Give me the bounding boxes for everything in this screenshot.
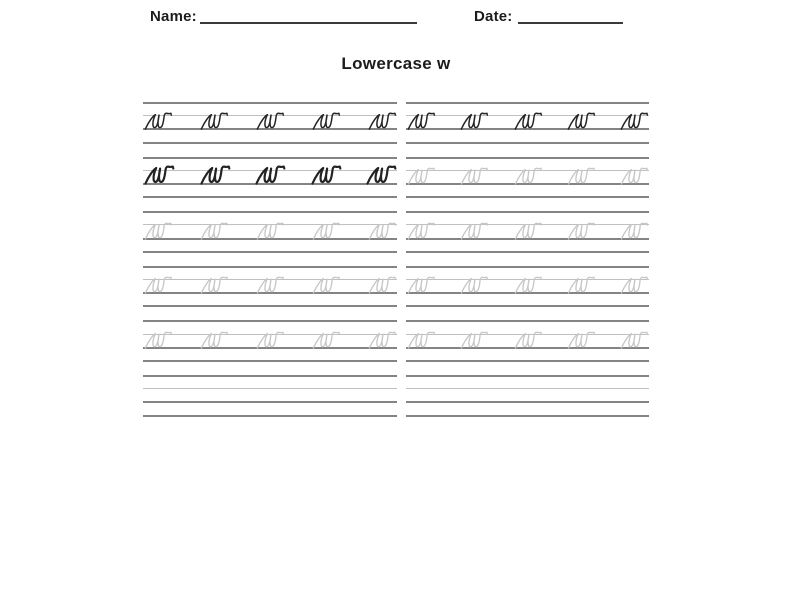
cursive-w-glyph [144,273,172,295]
cursive-w-glyph [514,164,542,186]
cursive-w-glyph [144,162,174,186]
rule-top-line [406,266,649,268]
rule-top-line [143,320,397,322]
practice-row [143,375,397,417]
rule-top-line [406,320,649,322]
cursive-w-glyph [620,219,648,241]
rule-top-line [143,375,397,377]
cursive-w-glyph [567,109,595,131]
cursive-w-glyph [144,109,172,131]
rule-descender-line [143,251,397,253]
rule-top-line [143,211,397,213]
date-label: Date: [474,8,513,25]
cursive-w-glyph [368,273,396,295]
name-blank-line [200,22,417,24]
cursive-w-glyph [144,328,172,350]
cursive-w-glyph [256,273,284,295]
cursive-w-glyph [256,109,284,131]
cursive-w-glyph [312,328,340,350]
cursive-w-glyph [256,328,284,350]
rule-mid-line [406,388,649,389]
worksheet-title: Lowercase w [341,54,451,73]
rule-descender-line [406,305,649,307]
cursive-w-glyph [460,273,488,295]
cursive-w-glyph [460,328,488,350]
name-label: Name: [150,8,197,25]
cursive-w-glyph [460,109,488,131]
cursive-w-glyph [368,109,396,131]
rule-base-line [406,401,649,403]
cursive-w-glyph [407,328,435,350]
cursive-w-glyph [200,273,228,295]
cursive-w-glyph [144,219,172,241]
cursive-w-glyph [368,219,396,241]
cursive-w-glyph [514,219,542,241]
practice-row [406,102,649,144]
cursive-w-glyph [620,109,648,131]
practice-row [406,320,649,362]
practice-row [143,320,397,362]
cursive-w-glyph [256,219,284,241]
cursive-w-glyph [514,273,542,295]
practice-row [143,157,397,199]
cursive-w-glyph [407,273,435,295]
cursive-w-glyph [460,164,488,186]
cursive-w-glyph [407,164,435,186]
rule-top-line [406,375,649,377]
rule-descender-line [406,142,649,144]
practice-row [143,266,397,308]
practice-row [406,211,649,253]
cursive-w-glyph [514,328,542,350]
rule-descender-line [143,196,397,198]
rule-mid-line [143,388,397,389]
practice-row [406,375,649,417]
rule-descender-line [406,360,649,362]
rule-top-line [143,266,397,268]
rule-top-line [143,157,397,159]
date-blank-line [518,22,623,24]
practice-row [143,102,397,144]
cursive-w-glyph [312,219,340,241]
rule-descender-line [406,415,649,417]
rule-top-line [406,157,649,159]
rule-top-line [143,102,397,104]
rule-top-line [406,211,649,213]
rule-descender-line [143,415,397,417]
cursive-w-glyph [200,109,228,131]
practice-row [406,157,649,199]
cursive-w-glyph [514,109,542,131]
cursive-w-glyph [407,219,435,241]
cursive-w-glyph [200,162,230,186]
rule-descender-line [143,142,397,144]
practice-row [406,266,649,308]
cursive-w-glyph [460,219,488,241]
cursive-w-glyph [312,273,340,295]
cursive-w-glyph [200,328,228,350]
practice-row [143,211,397,253]
cursive-w-glyph [311,162,341,186]
cursive-w-glyph [407,109,435,131]
cursive-w-glyph [567,328,595,350]
cursive-w-glyph [368,328,396,350]
cursive-w-glyph [255,162,285,186]
cursive-w-glyph [567,164,595,186]
rule-descender-line [143,360,397,362]
rule-descender-line [406,196,649,198]
rule-descender-line [406,251,649,253]
cursive-w-glyph [200,219,228,241]
rule-base-line [143,401,397,403]
cursive-w-glyph [620,164,648,186]
cursive-w-glyph [366,162,396,186]
cursive-w-glyph [567,273,595,295]
cursive-w-glyph [620,328,648,350]
cursive-w-glyph [312,109,340,131]
cursive-w-glyph [620,273,648,295]
rule-top-line [406,102,649,104]
rule-descender-line [143,305,397,307]
cursive-w-glyph [567,219,595,241]
